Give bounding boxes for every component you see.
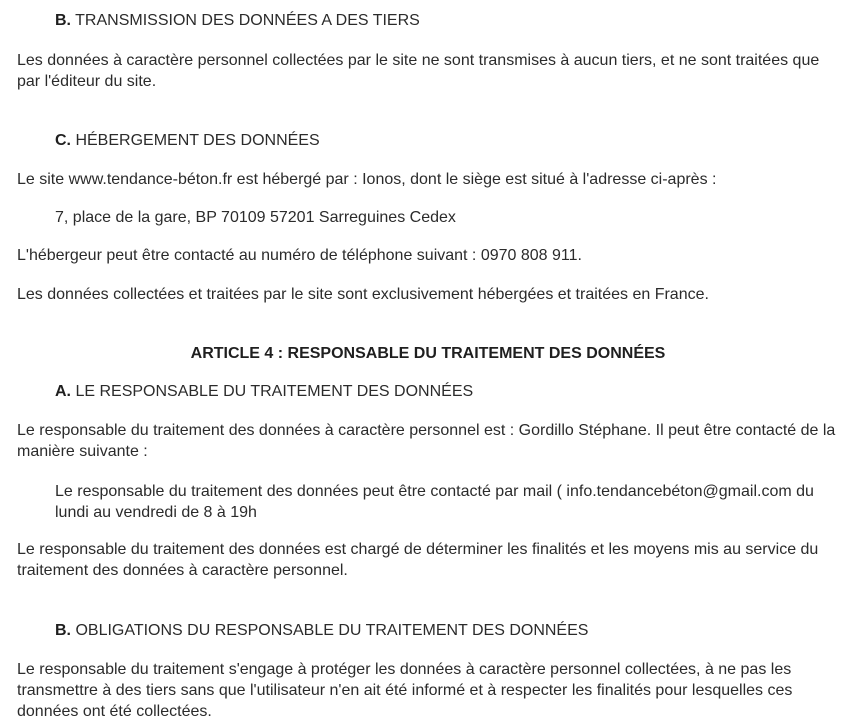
- subheading-title: OBLIGATIONS DU RESPONSABLE DU TRAITEMENT DES DONNÉES: [71, 622, 589, 639]
- subheading-letter: A.: [55, 383, 71, 400]
- paragraph-host-location: Les données collectées et traitées par le site sont exclusivement hébergées et traitées en France.: [17, 286, 709, 303]
- paragraph-host-phone: L'hébergeur peut être contacté au numéro de téléphone suivant : 0970 808 911.: [17, 247, 582, 264]
- paragraph-host: Le site www.tendance-béton.fr est hébergé par : Ionos, dont le siège est situé à l'adresse ci-après :: [17, 171, 717, 188]
- subheading-letter: B.: [55, 622, 71, 639]
- subheading-letter: C.: [55, 132, 71, 149]
- subheading-letter: B.: [55, 12, 71, 29]
- subheading-title: HÉBERGEMENT DES DONNÉES: [71, 132, 320, 149]
- article-heading: ARTICLE 4 : RESPONSABLE DU TRAITEMENT DES DONNÉES: [190, 345, 666, 362]
- paragraph-transmission: Les données à caractère personnel collectées par le site ne sont transmises à aucun tiers, et ne sont traitées que par l'éditeur du site.: [17, 52, 820, 90]
- paragraph-responsable: Le responsable du traitement des données à caractère personnel est : Gordillo Stéphane. Il peut être contacté de la manière suivante :: [17, 422, 836, 460]
- subheading-title: TRANSMISSION DES DONNÉES A DES TIERS: [71, 12, 420, 29]
- subheading-responsable: [55, 381, 839, 402]
- host-address: 7, place de la gare, BP 70109 57201 Sarreguines Cedex: [55, 209, 456, 226]
- subheading-title: LE RESPONSABLE DU TRAITEMENT DES DONNÉES: [71, 383, 474, 400]
- subheading-obligations: [55, 620, 839, 641]
- responsable-contact: Le responsable du traitement des données peut être contacté par mail ( info.tendancebéton@gmail.com du lundi au vendredi de 8 à 19h: [55, 483, 814, 521]
- paragraph-responsable-role: Le responsable du traitement des données est chargé de déterminer les finalités et les moyens mis au service du traitement des données à caractère personnel.: [17, 541, 819, 579]
- paragraph-obligations: Le responsable du traitement s'engage à protéger les données à caractère personnel collectées, à ne pas les transmettre à des tiers sans que l'utilisateur n'en ait été informé et à respecter les finalités pour lesquelles ces données ont été collectées.: [17, 661, 793, 720]
- subheading-transmission: [55, 10, 839, 31]
- subheading-hebergement: [55, 130, 839, 151]
